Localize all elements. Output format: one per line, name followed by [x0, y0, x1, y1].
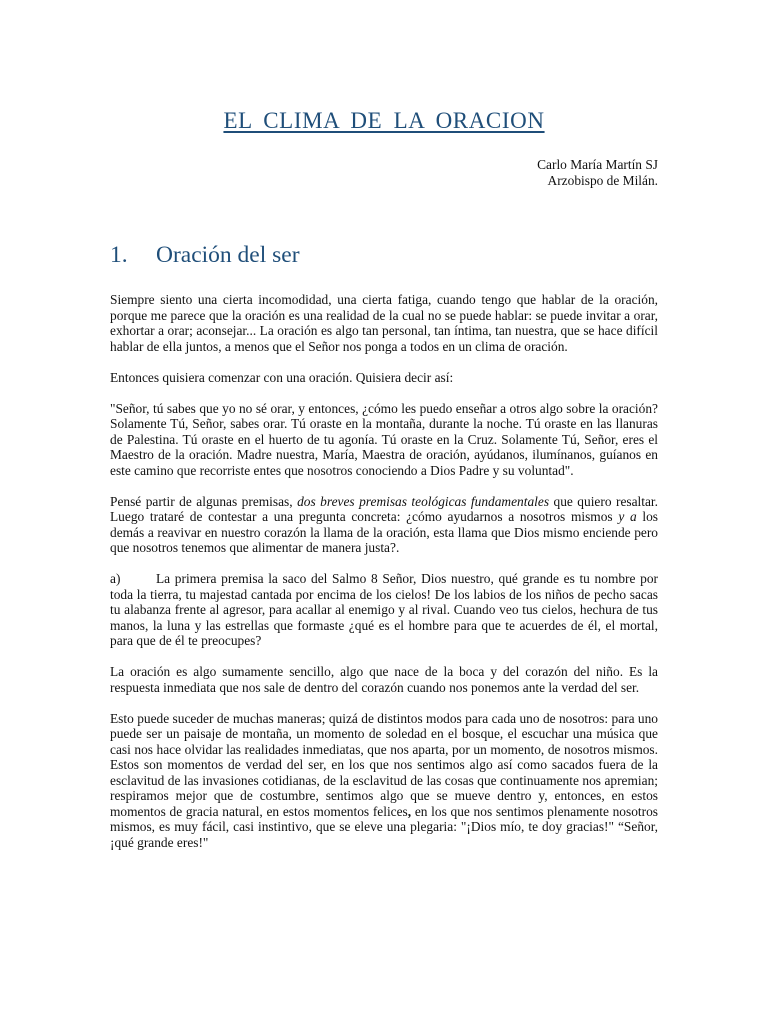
paragraph-text: Pensé partir de algunas premisas, [110, 493, 298, 509]
body-text [110, 292, 658, 866]
paragraph-text: Esto puede suceder de muchas maneras; quizá de distintos modos para cada uno de nosotros: para uno puede ser un paisaje de montaña, un momento de soledad en el bosque, el escuchar una música que casi nos hace olvidar las realidades inmediatas, que nos aparta, por un momento, de nosotros mismos. Estos son momentos de verdad del ser, en los que nos sentimos algo así como sacados fuera de la esclavitud de las invasiones cotidianas, de la esclavitud de las cosas que continuamente nos apremian; respiramos mejor que de costumbre, sentimos algo que se mueve dentro y, entonces, en estos momentos de gracia natural, en estos momentos felices [110, 710, 658, 819]
author-role: Arzobispo de Milán. [547, 173, 658, 188]
paragraph: Siempre siento una cierta incomodidad, una cierta fatiga, cuando tengo que hablar de la oración, porque me parece que la oración es una realidad de la cual no se puede hablar: se puede invitar a orar, exhortar a orar; aconsejar... La oración es algo tan personal, tan íntima, tan nuestra, que se hace difícil hablar de ella juntos, a menos que el Señor nos ponga a todos en un clima de oración. [110, 292, 658, 354]
emphasized-text: y a [618, 509, 637, 524]
list-marker: a) [110, 571, 121, 586]
section-title: Oración del ser [156, 242, 300, 268]
author-block [537, 157, 658, 189]
premises-paragraph [110, 494, 658, 556]
list-item-text: La primera premisa la saco del Salmo 8 Señor, Dios nuestro, qué grande es tu nombre por toda la tierra, tu majestad cantada por encima de los cielos! De los labios de los niños de pecho sacas tu alabanza frente al agresor, para acallar al enemigo y al rival. Cuando veo tus cielos, hechura de tus manos, la luna y las estrellas que formaste ¿qué es el hombre para que te acuerdes de él, el mortal, para que de él te preocupes? [110, 571, 658, 648]
section-heading [110, 242, 300, 269]
bold-comma: , [407, 803, 412, 819]
paragraph: La oración es algo sumamente sencillo, algo que nace de la boca y del corazón del niño. Es la respuesta inmediata que nos sale de dentro del corazón cuando nos ponemos ante la verdad del ser. [110, 664, 658, 695]
paragraph-text: que quiero resaltar. Luego trataré de contestar a una pregunta concreta: ¿cómo ayudarnos a nosotros mismos [110, 493, 658, 524]
section-number: 1. [110, 242, 128, 268]
list-item-a [110, 571, 658, 649]
author-name: Carlo María Martín SJ [537, 157, 658, 172]
paragraph-text: los demás a reavivar en nuestro corazón la llama de la oración, esta llama que Dios mismo enciende pero que nosotros tenemos que alimentar de manera justa?. [110, 509, 658, 555]
paragraph: Entonces quisiera comenzar con una oración. Quisiera decir así: [110, 369, 454, 385]
prayer-paragraph: "Señor, tú sabes que yo no sé orar, y entonces, ¿cómo les puedo enseñar a otros algo sobre la oración? Solamente Tú, Señor, sabes orar. Tú oraste en la montaña, durante la noche. Tú oraste en las llanuras de Palestina. Tú oraste en el huerto de tu agonía. Tú oraste en la Cruz. Solamente Tú, Señor, eres el Maestro de la oración. Madre nuestra, María, Maestra de oración, ayúdanos, ilumínanos, guíanos en este camino que recorriste entes que nosotros conociendo a Dios Padre y su voluntad". [110, 400, 658, 478]
paragraph-text: en los que nos sentimos plenamente nosotros mismos, es muy fácil, casi instintivo, que se eleve una plegaria: "¡Dios mío, te doy gracias!" “Señor, ¡qué grande eres!" [110, 803, 658, 850]
emphasized-text: dos breves premisas teológicas fundamentales [297, 493, 550, 509]
document-title: EL CLIMA DE LA ORACION [223, 108, 545, 133]
paragraph [110, 711, 658, 851]
